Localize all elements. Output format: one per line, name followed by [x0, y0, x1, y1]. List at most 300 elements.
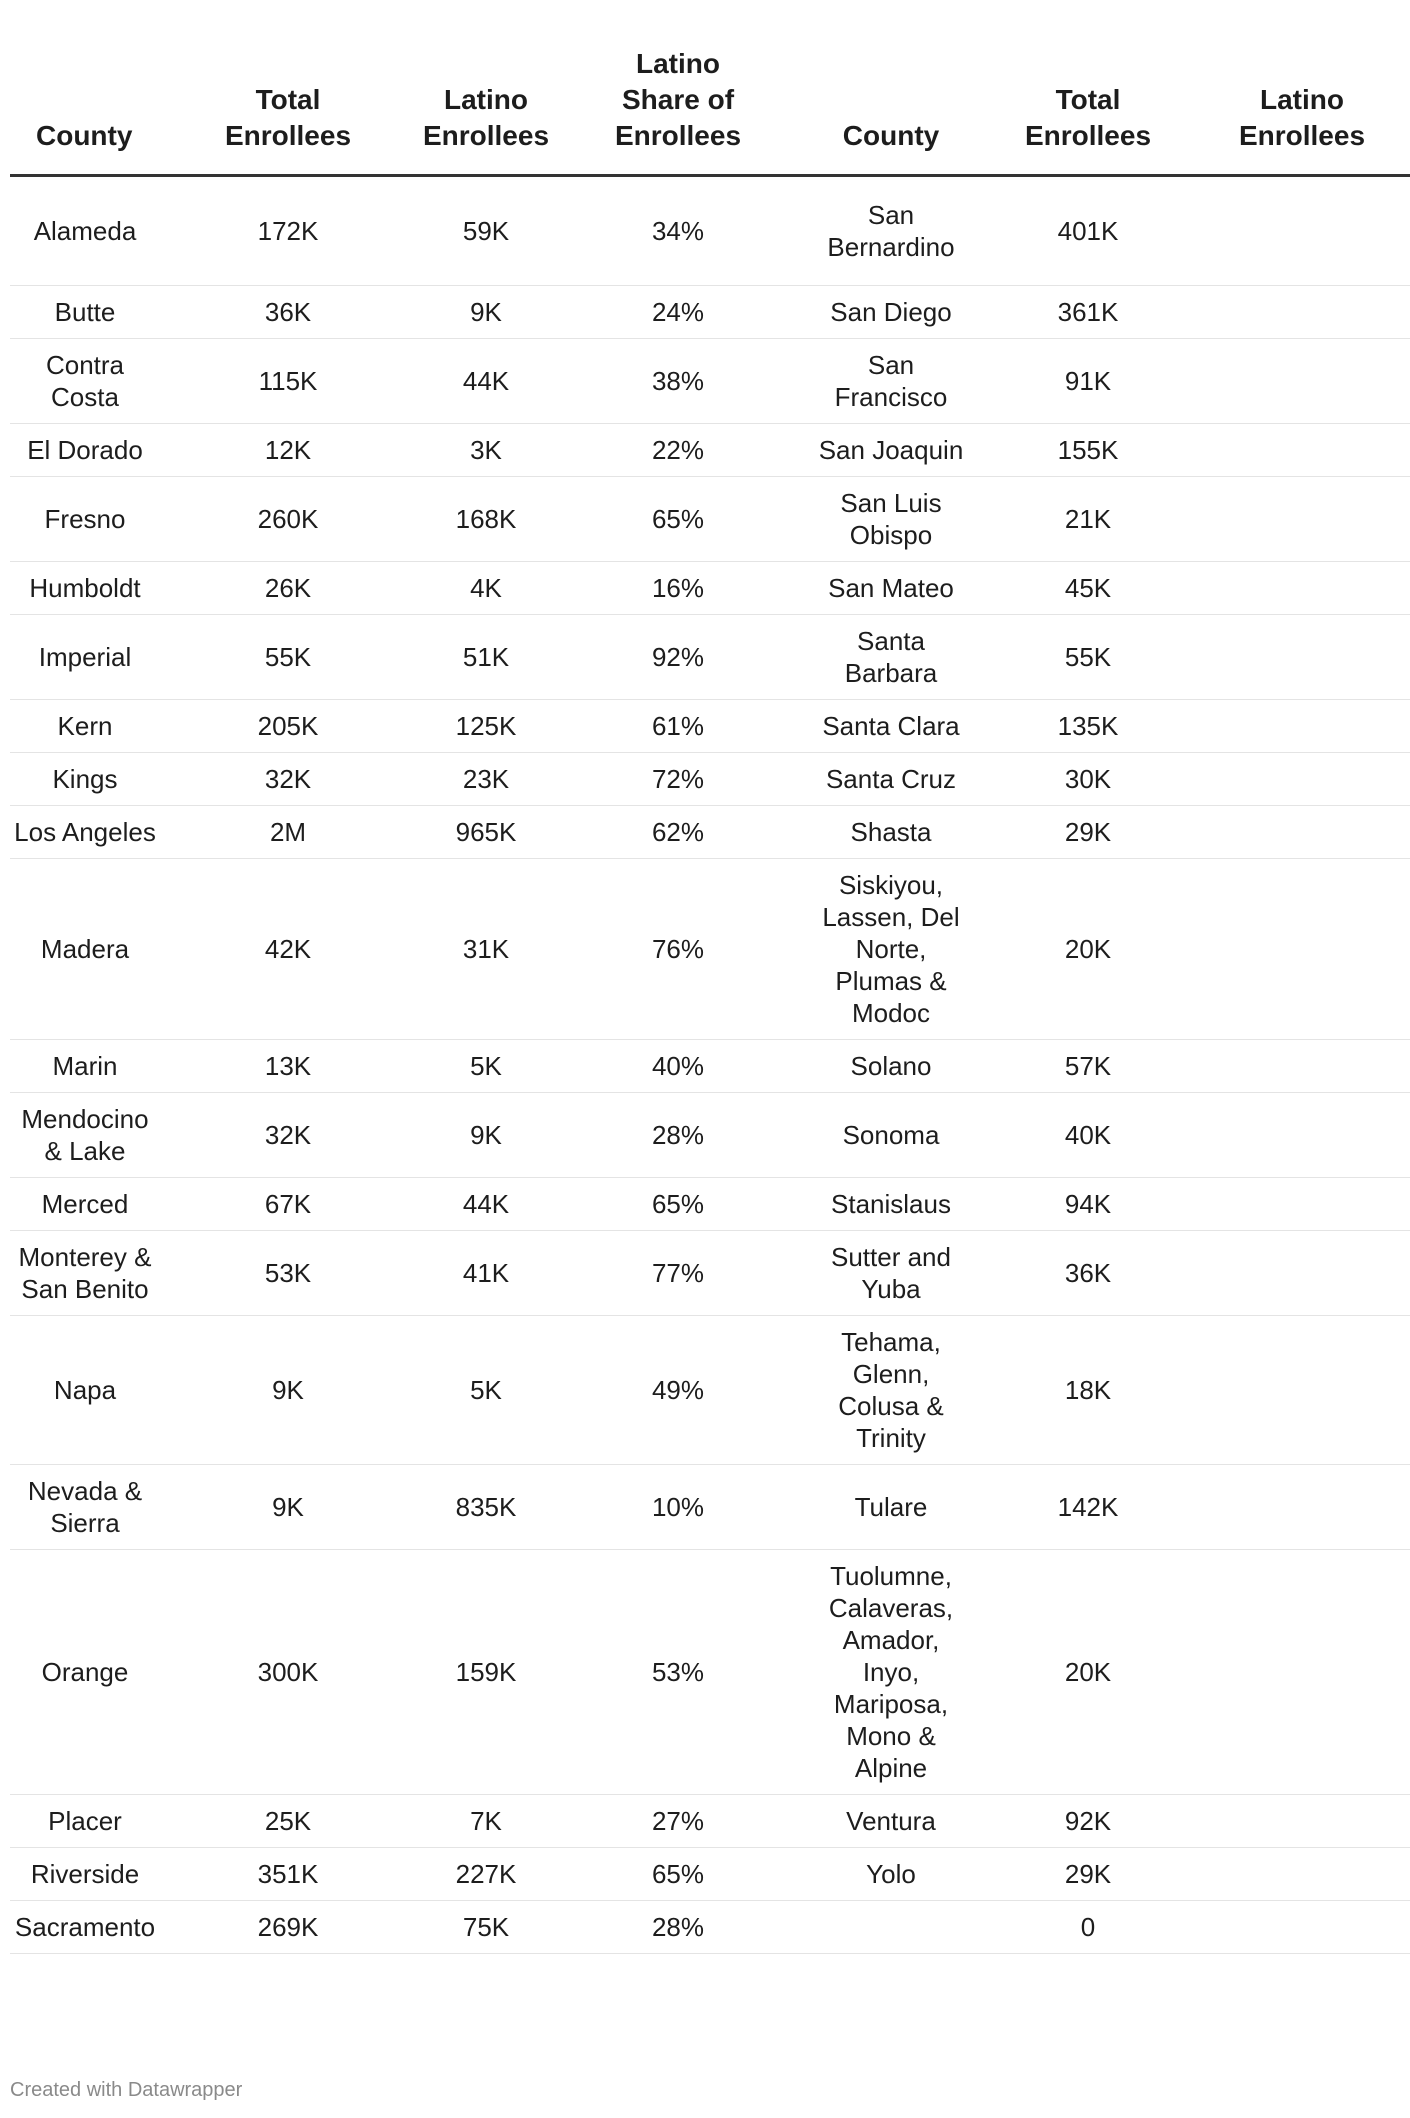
cell-total-enrollees-2 [982, 1093, 1194, 1178]
cell-county [10, 424, 160, 477]
cell-text: Sonoma [842, 1120, 940, 1150]
cell-county [10, 615, 160, 700]
cell-latino-enrollees-2 [1194, 477, 1410, 562]
cell-latino-enrollees-2 [1194, 700, 1410, 753]
column-header-total-enrollees-2[interactable]: Total Enrollees [982, 38, 1194, 176]
cell-latino-enrollees-2 [1194, 1040, 1410, 1093]
table-row [10, 700, 1410, 753]
table-row [10, 1178, 1410, 1231]
cell-text: 351K [257, 1859, 319, 1889]
cell-text: 32K [264, 764, 312, 794]
cell-total-enrollees-2 [982, 1848, 1194, 1901]
cell-county-2 [800, 424, 982, 477]
cell-latino-share [556, 1550, 800, 1795]
cell-text: 4K [470, 573, 502, 603]
cell-total-enrollees-2 [982, 1178, 1194, 1231]
cell-text: 361K [1057, 297, 1119, 327]
table-row [10, 753, 1410, 806]
cell-county [10, 1901, 160, 1954]
cell-text: Siskiyou, Lassen, Del Norte, Plumas & Modoc [822, 870, 960, 1028]
cell-text: 159K [455, 1657, 517, 1687]
cell-latino-share [556, 1231, 800, 1316]
cell-latino-share [556, 1093, 800, 1178]
cell-text: Sacramento [14, 1912, 156, 1942]
datawrapper-credit: Created with Datawrapper [10, 2079, 243, 2101]
cell-text: 260K [257, 504, 319, 534]
cell-text: 205K [257, 711, 319, 741]
cell-text: 29K [1064, 1859, 1112, 1889]
cell-text: 27% [651, 1806, 705, 1836]
cell-text: Napa [53, 1375, 117, 1405]
cell-total-enrollees-2 [982, 1040, 1194, 1093]
cell-text: 20K [1064, 934, 1112, 964]
cell-text: San Francisco [834, 350, 948, 412]
cell-latino-share [556, 339, 800, 424]
cell-latino-share [556, 176, 800, 286]
cell-text: Solano [850, 1051, 932, 1081]
cell-county-2 [800, 1795, 982, 1848]
cell-latino-enrollees [416, 562, 556, 615]
cell-text: 227K [455, 1859, 517, 1889]
cell-latino-enrollees [416, 700, 556, 753]
cell-county [10, 1231, 160, 1316]
cell-total-enrollees-2 [982, 700, 1194, 753]
cell-total-enrollees [160, 1465, 416, 1550]
cell-latino-share [556, 700, 800, 753]
cell-latino-enrollees [416, 1231, 556, 1316]
column-header-latino-enrollees-2[interactable]: Latino Enrollees [1194, 38, 1410, 176]
cell-latino-enrollees-2 [1194, 753, 1410, 806]
cell-text: 401K [1057, 216, 1119, 246]
cell-text: 94K [1064, 1189, 1112, 1219]
cell-total-enrollees [160, 1901, 416, 1954]
cell-total-enrollees-2 [982, 1231, 1194, 1316]
cell-text: 55K [1064, 642, 1112, 672]
cell-text: Yolo [866, 1859, 916, 1889]
cell-text: 5K [470, 1051, 502, 1081]
cell-text: Santa Barbara [844, 626, 938, 688]
cell-text: 10% [651, 1492, 705, 1522]
cell-latino-enrollees-2 [1194, 176, 1410, 286]
cell-text: Merced [41, 1189, 129, 1219]
cell-total-enrollees [160, 1178, 416, 1231]
cell-county-2 [800, 1178, 982, 1231]
cell-total-enrollees-2 [982, 286, 1194, 339]
cell-text: 61% [651, 711, 705, 741]
cell-total-enrollees [160, 1550, 416, 1795]
table-row [10, 859, 1410, 1040]
cell-text: 38% [651, 366, 705, 396]
cell-text: 62% [651, 817, 705, 847]
cell-county-2 [800, 700, 982, 753]
cell-text: 75K [462, 1912, 510, 1942]
cell-county [10, 562, 160, 615]
cell-text: Monterey & San Benito [18, 1242, 152, 1304]
cell-text: 9K [470, 297, 502, 327]
cell-text: 28% [651, 1120, 705, 1150]
cell-text: 32K [264, 1120, 312, 1150]
cell-text: 53% [651, 1657, 705, 1687]
cell-text: 300K [257, 1657, 319, 1687]
column-header-latino-enrollees[interactable]: Latino Enrollees [416, 38, 556, 176]
cell-text: 3K [470, 435, 502, 465]
cell-text: 835K [455, 1492, 517, 1522]
cell-county-2 [800, 1093, 982, 1178]
table-row [10, 1040, 1410, 1093]
cell-latino-enrollees-2 [1194, 1178, 1410, 1231]
cell-text: 42K [264, 934, 312, 964]
cell-text: 0 [1080, 1912, 1096, 1942]
cell-total-enrollees-2 [982, 1795, 1194, 1848]
cell-county-2 [800, 1465, 982, 1550]
cell-text: 18K [1064, 1375, 1112, 1405]
cell-text: San Bernardino [827, 200, 955, 262]
cell-text: Santa Clara [822, 711, 960, 741]
cell-latino-enrollees-2 [1194, 1901, 1410, 1954]
cell-text: 40% [651, 1051, 705, 1081]
column-header-total-enrollees[interactable]: Total Enrollees [160, 38, 416, 176]
cell-text: 36K [1064, 1258, 1112, 1288]
cell-text: 5K [470, 1375, 502, 1405]
cell-latino-share [556, 424, 800, 477]
cell-latino-enrollees [416, 806, 556, 859]
table-row [10, 1901, 1410, 1954]
cell-latino-share [556, 1040, 800, 1093]
cell-county-2 [800, 1848, 982, 1901]
cell-county-2 [800, 176, 982, 286]
column-header-county[interactable]: County [10, 38, 160, 176]
cell-text: 142K [1057, 1492, 1119, 1522]
cell-text: 115K [258, 366, 318, 396]
cell-text: 49% [651, 1375, 705, 1405]
cell-text: 24% [651, 297, 705, 327]
cell-county [10, 176, 160, 286]
cell-county-2 [800, 1550, 982, 1795]
table-row [10, 1848, 1410, 1901]
table-row [10, 424, 1410, 477]
cell-latino-enrollees-2 [1194, 859, 1410, 1040]
cell-county-2 [800, 477, 982, 562]
cell-latino-share [556, 1465, 800, 1550]
cell-latino-share [556, 1316, 800, 1465]
cell-county-2 [800, 286, 982, 339]
cell-text: San Mateo [828, 573, 954, 603]
cell-text: Contra Costa [45, 350, 125, 412]
cell-latino-enrollees [416, 1093, 556, 1178]
cell-text: Kern [57, 711, 113, 741]
cell-text: Butte [54, 297, 116, 327]
cell-latino-share [556, 1901, 800, 1954]
cell-text: 51K [462, 642, 510, 672]
cell-text: 12K [264, 435, 312, 465]
cell-latino-share [556, 615, 800, 700]
cell-county [10, 1040, 160, 1093]
cell-county-2 [800, 562, 982, 615]
cell-text: 30K [1064, 764, 1112, 794]
cell-text: 135K [1057, 711, 1119, 741]
table-row [10, 1550, 1410, 1795]
cell-latino-enrollees [416, 859, 556, 1040]
cell-county [10, 1316, 160, 1465]
cell-text: Ventura [846, 1806, 936, 1836]
cell-text: 13K [264, 1051, 312, 1081]
cell-latino-share [556, 1178, 800, 1231]
cell-text: San Joaquin [818, 435, 964, 465]
cell-county [10, 753, 160, 806]
cell-latino-enrollees [416, 424, 556, 477]
cell-text: 21K [1064, 504, 1112, 534]
cell-county [10, 339, 160, 424]
cell-text: 44K [462, 1189, 510, 1219]
cell-text: 55K [264, 642, 312, 672]
cell-text: Imperial [38, 642, 132, 672]
cell-latino-enrollees-2 [1194, 1465, 1410, 1550]
cell-text: Tulare [854, 1492, 928, 1522]
cell-text: Madera [40, 934, 130, 964]
table-row [10, 477, 1410, 562]
cell-total-enrollees [160, 1040, 416, 1093]
cell-text: 16% [651, 573, 705, 603]
table-row [10, 615, 1410, 700]
cell-text: 29K [1064, 817, 1112, 847]
cell-text: 77% [651, 1258, 705, 1288]
cell-county [10, 1178, 160, 1231]
cell-text: 26K [264, 573, 312, 603]
table-row [10, 1093, 1410, 1178]
column-header-county-2[interactable]: County [800, 38, 982, 176]
cell-text: 36K [264, 297, 312, 327]
table-row [10, 806, 1410, 859]
cell-total-enrollees [160, 859, 416, 1040]
cell-text: 155K [1057, 435, 1119, 465]
cell-text: 125K [455, 711, 517, 741]
cell-text: Kings [52, 764, 118, 794]
cell-text: Sutter and Yuba [831, 1242, 951, 1304]
cell-text: 2M [269, 817, 307, 847]
cell-text: Tehama, Glenn, Colusa & Trinity [838, 1327, 944, 1453]
cell-text: 172K [257, 216, 319, 246]
cell-latino-share [556, 806, 800, 859]
cell-county-2 [800, 1901, 982, 1954]
cell-text: 44K [462, 366, 510, 396]
cell-text: 53K [264, 1258, 312, 1288]
cell-text: Tuolumne, Calaveras, Amador, Inyo, Mariposa, Mono & Alpine [828, 1561, 954, 1783]
cell-latino-enrollees [416, 1848, 556, 1901]
cell-latino-share [556, 1848, 800, 1901]
table-row [10, 286, 1410, 339]
cell-county-2 [800, 615, 982, 700]
cell-county [10, 700, 160, 753]
cell-latino-enrollees [416, 1795, 556, 1848]
header-row [10, 38, 1410, 176]
cell-county [10, 806, 160, 859]
cell-latino-enrollees [416, 477, 556, 562]
cell-text: 65% [651, 504, 705, 534]
cell-text: 9K [272, 1375, 304, 1405]
cell-total-enrollees [160, 1093, 416, 1178]
table-body [10, 176, 1410, 1954]
cell-total-enrollees-2 [982, 176, 1194, 286]
cell-latino-enrollees-2 [1194, 1093, 1410, 1178]
cell-latino-share [556, 286, 800, 339]
cell-latino-enrollees [416, 1178, 556, 1231]
cell-latino-enrollees [416, 339, 556, 424]
cell-total-enrollees [160, 700, 416, 753]
cell-latino-enrollees-2 [1194, 806, 1410, 859]
cell-text: 91K [1064, 366, 1112, 396]
cell-text: San Luis Obispo [840, 488, 942, 550]
cell-text: 92K [1064, 1806, 1112, 1836]
cell-county-2 [800, 1316, 982, 1465]
cell-latino-enrollees [416, 1316, 556, 1465]
table-row [10, 176, 1410, 286]
cell-county-2 [800, 753, 982, 806]
cell-text: 965K [455, 817, 517, 847]
cell-latino-enrollees [416, 753, 556, 806]
cell-county-2 [800, 1040, 982, 1093]
cell-text: Santa Cruz [825, 764, 957, 794]
cell-latino-share [556, 859, 800, 1040]
cell-total-enrollees [160, 1316, 416, 1465]
cell-latino-enrollees-2 [1194, 1231, 1410, 1316]
cell-county-2 [800, 859, 982, 1040]
cell-total-enrollees [160, 477, 416, 562]
cell-text: 269K [257, 1912, 319, 1942]
cell-text: Stanislaus [831, 1189, 951, 1219]
cell-total-enrollees-2 [982, 753, 1194, 806]
cell-text: 23K [462, 764, 510, 794]
cell-text: Fresno [44, 504, 126, 534]
cell-text: Los Angeles [14, 817, 156, 847]
cell-latino-enrollees-2 [1194, 615, 1410, 700]
cell-text: Mendocino & Lake [21, 1104, 149, 1166]
cell-total-enrollees-2 [982, 1316, 1194, 1465]
cell-total-enrollees-2 [982, 477, 1194, 562]
enrollment-table [10, 38, 1410, 1954]
table-row [10, 1231, 1410, 1316]
cell-latino-enrollees [416, 1550, 556, 1795]
cell-latino-enrollees [416, 615, 556, 700]
cell-county [10, 859, 160, 1040]
cell-text: 20K [1064, 1657, 1112, 1687]
cell-total-enrollees [160, 1231, 416, 1316]
cell-text: Riverside [30, 1859, 140, 1889]
cell-total-enrollees [160, 339, 416, 424]
cell-text: 22% [651, 435, 705, 465]
cell-text: 67K [264, 1189, 312, 1219]
cell-text: 65% [651, 1859, 705, 1889]
cell-total-enrollees-2 [982, 1901, 1194, 1954]
cell-total-enrollees [160, 1795, 416, 1848]
cell-text: 9K [470, 1120, 502, 1150]
cell-latino-enrollees [416, 1040, 556, 1093]
table-row [10, 1316, 1410, 1465]
cell-latino-share [556, 1795, 800, 1848]
cell-county-2 [800, 339, 982, 424]
cell-total-enrollees [160, 424, 416, 477]
cell-text: 45K [1064, 573, 1112, 603]
cell-county-2 [800, 806, 982, 859]
cell-text: 34% [651, 216, 705, 246]
cell-county [10, 1093, 160, 1178]
cell-text: 59K [462, 216, 510, 246]
cell-text: 41K [462, 1258, 510, 1288]
cell-latino-share [556, 753, 800, 806]
cell-latino-share [556, 477, 800, 562]
cell-text: 57K [1064, 1051, 1112, 1081]
cell-latino-enrollees-2 [1194, 1550, 1410, 1795]
column-header-latino-share[interactable]: Latino Share of Enrollees [556, 38, 800, 176]
cell-total-enrollees [160, 806, 416, 859]
cell-county [10, 1795, 160, 1848]
cell-county [10, 477, 160, 562]
cell-latino-enrollees [416, 176, 556, 286]
cell-text: 31K [462, 934, 510, 964]
cell-latino-enrollees [416, 286, 556, 339]
cell-latino-enrollees-2 [1194, 1848, 1410, 1901]
cell-total-enrollees-2 [982, 339, 1194, 424]
cell-latino-enrollees-2 [1194, 562, 1410, 615]
cell-county [10, 1848, 160, 1901]
cell-text: 25K [264, 1806, 312, 1836]
cell-latino-enrollees-2 [1194, 339, 1410, 424]
cell-text: 92% [651, 642, 705, 672]
cell-text: 168K [455, 504, 517, 534]
cell-text: Shasta [850, 817, 932, 847]
cell-total-enrollees-2 [982, 562, 1194, 615]
cell-county [10, 1550, 160, 1795]
cell-total-enrollees [160, 562, 416, 615]
table-row [10, 562, 1410, 615]
cell-text: 76% [651, 934, 705, 964]
cell-text: Marin [52, 1051, 118, 1081]
cell-text: Alameda [33, 216, 137, 246]
cell-total-enrollees-2 [982, 859, 1194, 1040]
cell-latino-enrollees [416, 1901, 556, 1954]
cell-text: El Dorado [27, 435, 143, 465]
cell-latino-enrollees [416, 1465, 556, 1550]
cell-total-enrollees-2 [982, 1465, 1194, 1550]
cell-county [10, 286, 160, 339]
cell-total-enrollees [160, 1848, 416, 1901]
cell-text: 65% [651, 1189, 705, 1219]
cell-latino-enrollees-2 [1194, 1795, 1410, 1848]
cell-county [10, 1465, 160, 1550]
cell-text: Humboldt [29, 573, 141, 603]
cell-text: San Diego [830, 297, 952, 327]
cell-latino-share [556, 562, 800, 615]
cell-total-enrollees-2 [982, 424, 1194, 477]
table-row [10, 339, 1410, 424]
table-row [10, 1795, 1410, 1848]
cell-latino-enrollees-2 [1194, 1316, 1410, 1465]
cell-total-enrollees-2 [982, 806, 1194, 859]
cell-text: 7K [470, 1806, 502, 1836]
cell-total-enrollees [160, 753, 416, 806]
cell-text: 40K [1064, 1120, 1112, 1150]
table-row [10, 1465, 1410, 1550]
cell-county-2 [800, 1231, 982, 1316]
cell-total-enrollees-2 [982, 615, 1194, 700]
cell-text: Nevada & Sierra [27, 1476, 143, 1538]
cell-total-enrollees-2 [982, 1550, 1194, 1795]
cell-latino-enrollees-2 [1194, 286, 1410, 339]
cell-text: 28% [651, 1912, 705, 1942]
cell-total-enrollees [160, 286, 416, 339]
cell-total-enrollees [160, 176, 416, 286]
cell-latino-enrollees-2 [1194, 424, 1410, 477]
cell-text: Placer [48, 1806, 122, 1836]
